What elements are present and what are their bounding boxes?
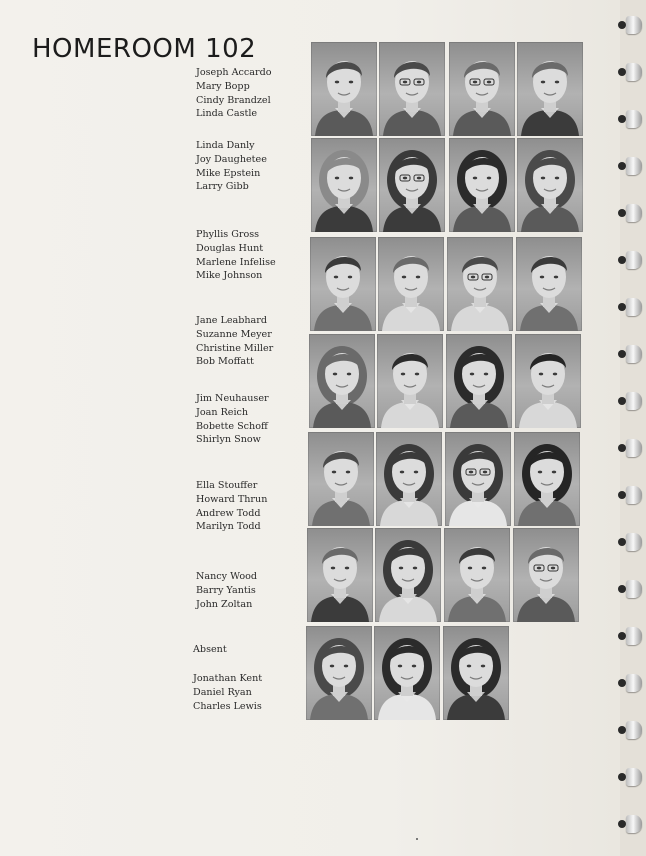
student-name: Jim Neuhauser	[196, 393, 269, 404]
student-portrait	[449, 138, 515, 232]
spiral-ring	[626, 486, 642, 504]
student-portrait	[515, 334, 581, 428]
student-portrait	[377, 334, 443, 428]
absent-student-portrait	[443, 626, 509, 720]
student-name: Joan Reich	[196, 406, 249, 418]
name-group-row-1	[196, 66, 272, 121]
student-name: Larry Gibb	[196, 181, 249, 193]
student-portrait	[307, 528, 373, 622]
student-name: Bobette Schoff	[196, 420, 268, 432]
student-name: Christine Miller	[196, 342, 274, 354]
absent-label: Absent	[193, 644, 227, 655]
student-portrait	[444, 528, 510, 622]
student-name: Cindy Brandzel	[196, 94, 271, 106]
student-portrait	[379, 138, 445, 232]
student-name: Howard Thrun	[196, 493, 268, 505]
student-name: Barry Yantis	[196, 584, 256, 596]
student-portrait	[514, 432, 580, 526]
student-name: Joy Daughetee	[196, 153, 267, 165]
student-portrait	[516, 237, 582, 331]
student-portrait	[308, 432, 374, 526]
spiral-ring	[626, 768, 642, 786]
student-name: Marilyn Todd	[196, 521, 261, 533]
student-name: Mike Johnson	[196, 270, 263, 282]
student-name: Nancy Wood	[196, 571, 258, 582]
name-group-row-5	[196, 392, 269, 447]
student-name: Jane Leabhard	[196, 315, 268, 326]
spiral-ring	[626, 110, 642, 128]
name-group-row-4	[196, 314, 273, 369]
page-speck	[416, 838, 418, 840]
name-group-row-2	[196, 139, 267, 194]
spiral-ring	[626, 157, 642, 175]
spiral-ring	[626, 815, 642, 833]
page-title: HOMEROOM 102	[32, 34, 257, 64]
student-name: Mike Epstein	[196, 167, 261, 179]
student-portrait	[449, 42, 515, 136]
spiral-ring	[626, 298, 642, 316]
spiral-ring	[626, 439, 642, 457]
student-portrait	[311, 42, 377, 136]
student-portrait	[379, 42, 445, 136]
spiral-ring	[626, 345, 642, 363]
student-portrait	[513, 528, 579, 622]
student-portrait	[446, 334, 512, 428]
student-name: Phyllis Gross	[196, 229, 260, 240]
student-portrait	[309, 334, 375, 428]
spiral-ring	[626, 16, 642, 34]
student-portrait	[378, 237, 444, 331]
student-portrait	[517, 138, 583, 232]
student-name: Suzanne Meyer	[196, 328, 272, 340]
student-portrait	[310, 237, 376, 331]
spiral-ring	[626, 63, 642, 81]
absent-name-group	[193, 672, 262, 713]
spiral-ring	[626, 204, 642, 222]
spiral-ring	[626, 580, 642, 598]
student-name: Joseph Accardo	[196, 67, 272, 78]
spiral-ring	[626, 251, 642, 269]
name-group-row-7	[196, 570, 257, 611]
student-portrait	[375, 528, 441, 622]
student-name: Marlene Infelise	[196, 256, 276, 268]
spiral-binding	[620, 0, 646, 856]
spiral-ring	[626, 392, 642, 410]
spiral-ring	[626, 674, 642, 692]
spiral-ring	[626, 627, 642, 645]
name-group-row-6	[196, 479, 267, 534]
absent-student-portrait	[374, 626, 440, 720]
absent-student-name: Charles Lewis	[193, 700, 262, 712]
spiral-ring	[626, 721, 642, 739]
student-portrait	[447, 237, 513, 331]
student-portrait	[376, 432, 442, 526]
student-name: Linda Danly	[196, 140, 255, 151]
student-name: Ella Stouffer	[196, 480, 258, 491]
student-name: Shirlyn Snow	[196, 434, 261, 446]
spiral-ring	[626, 533, 642, 551]
student-name: Linda Castle	[196, 108, 258, 120]
absent-student-name: Jonathan Kent	[193, 673, 263, 684]
absent-student-name: Daniel Ryan	[193, 686, 252, 698]
student-name: Mary Bopp	[196, 80, 250, 92]
student-name: Douglas Hunt	[196, 242, 264, 254]
student-name: Bob Moffatt	[196, 356, 254, 368]
name-group-row-3	[196, 228, 276, 283]
student-name: John Zoltan	[196, 598, 253, 610]
student-name: Andrew Todd	[196, 507, 261, 519]
student-portrait	[517, 42, 583, 136]
absent-student-portrait	[306, 626, 372, 720]
student-portrait	[445, 432, 511, 526]
student-portrait	[311, 138, 377, 232]
